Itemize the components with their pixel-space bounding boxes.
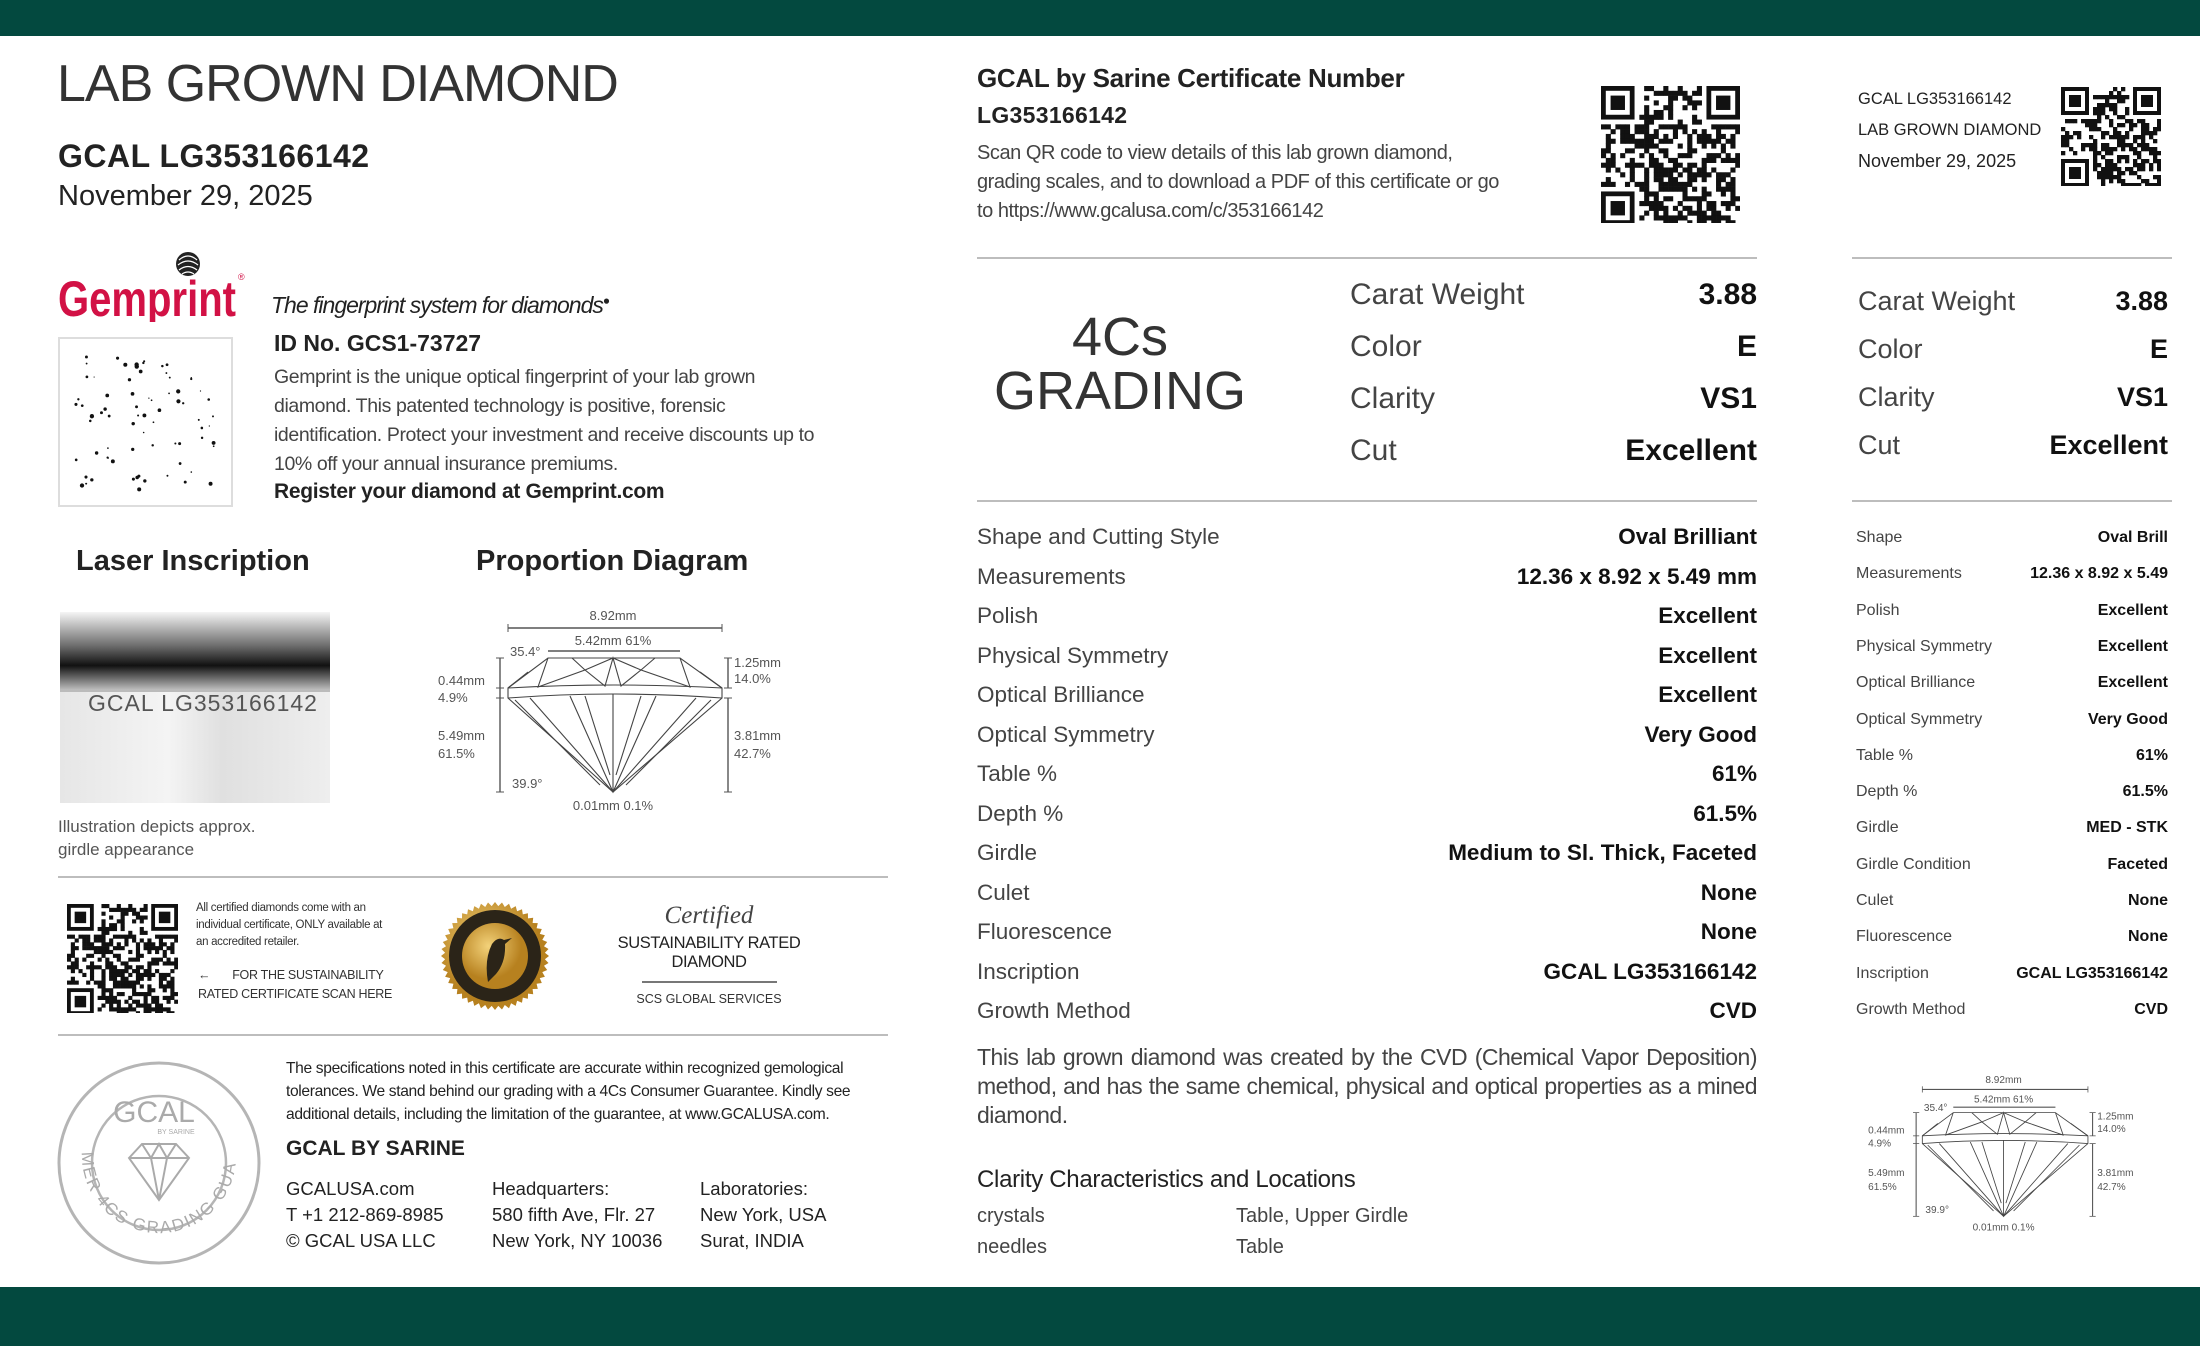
certificate-number: LG353166142: [977, 102, 1128, 128]
summary-grading-row: [1858, 286, 2168, 317]
grading-row-value: 3.88: [1698, 278, 1757, 311]
sustainability-qr-code[interactable]: [67, 904, 178, 1018]
detail-row-label: Measurements: [977, 563, 1126, 589]
svg-text:Gemprint: Gemprint: [58, 271, 237, 322]
diagram-label-depth-mm: 5.49mm: [438, 728, 485, 743]
gemprint-logo: [58, 250, 248, 322]
phone: T +1 212-869-8985: [286, 1204, 444, 1225]
diagram-label-girdle-mm: 0.44mm: [438, 673, 485, 688]
tagline-text: The fingerprint system for diamonds: [271, 292, 603, 318]
summary-detail-row: [1856, 965, 2168, 983]
diagram-label-depth-mm: 5.49mm: [1868, 1168, 1905, 1180]
detail-row-label: Girdle: [977, 840, 1038, 865]
gemprint-tagline: The fingerprint system for diamonds●: [271, 292, 610, 318]
detail-row-label: Optical Brilliance: [977, 682, 1145, 707]
summary-detail-row-label: Depth %: [1856, 783, 1918, 801]
diagram-label-crown-h-mm: 1.25mm: [2097, 1111, 2134, 1123]
sustainability-certification: [581, 902, 837, 1006]
detail-row-label: Fluorescence: [977, 919, 1113, 944]
summary-grading-row: [1858, 430, 2168, 461]
hq-address-1: 580 fifth Ave, Flr. 27: [492, 1204, 656, 1225]
detail-row-value: Excellent: [1658, 603, 1757, 628]
summary-date: November 29, 2025: [1858, 151, 2017, 171]
summary-detail-row-value: CVD: [2134, 1000, 2168, 1018]
website-link[interactable]: GCALUSA.com: [286, 1178, 415, 1199]
issuer-label: SCS GLOBAL SERVICES: [636, 992, 782, 1006]
summary-detail-row-value: GCAL LG353166142: [2016, 964, 2168, 982]
diagram-label-crown-h-mm: 1.25mm: [734, 655, 781, 670]
detail-row-value: CVD: [1709, 998, 1757, 1023]
summary-detail-row-label: Optical Brilliance: [1856, 674, 1976, 692]
grading-row-label: Color: [1350, 330, 1422, 363]
summary-type: LAB GROWN DIAMOND: [1858, 121, 2042, 139]
summary-grading-row-value: VS1: [2116, 382, 2168, 412]
grading-row: [1350, 382, 1757, 416]
summary-cert-id: GCAL LG353166142: [1858, 90, 2012, 108]
grading-row-value: VS1: [1700, 382, 1757, 415]
diagram-label-depth-pct: 61.5%: [1868, 1182, 1897, 1194]
sustainability-seal: [440, 900, 550, 1017]
detail-row-value: Very Good: [1644, 721, 1757, 747]
grading-row: [1350, 278, 1757, 312]
summary-detail-row-value: 61%: [2135, 746, 2168, 764]
clarity-row-value: Table: [1236, 1236, 1284, 1258]
divider: [58, 876, 888, 878]
company-name: GCAL BY SARINE: [286, 1137, 465, 1160]
inscription-text: GCAL LG353166142: [88, 690, 318, 716]
summary-detail-row-label: Culet: [1856, 892, 1894, 909]
summary-grading-row-label: Carat Weight: [1858, 286, 2016, 316]
summary-detail-row-label: Measurements: [1856, 565, 1962, 583]
clarity-heading: Clarity Characteristics and Locations: [977, 1166, 1356, 1193]
hq-label: Headquarters:: [492, 1178, 610, 1199]
detail-row: [977, 801, 1757, 827]
summary-detail-row: [1856, 674, 2168, 692]
divider: [977, 257, 1757, 259]
summary-detail-row-value: MED - STK: [2086, 819, 2168, 837]
diagram-label-depth-pct: 61.5%: [438, 746, 475, 761]
diagram-label-table: 5.42mm 61%: [1973, 1094, 2034, 1106]
certificate-id: GCAL LG353166142: [58, 138, 370, 174]
hq-address-2: New York, NY 10036: [492, 1230, 663, 1251]
summary-detail-row-label: Growth Method: [1856, 1000, 1966, 1018]
summary-detail-row: [1856, 711, 2168, 729]
bottom-band: [0, 1287, 2200, 1346]
gemprint-id: ID No. GCS1-73727: [274, 330, 482, 356]
summary-detail-row: [1856, 856, 2168, 874]
certificate-number-heading: GCAL by Sarine Certificate Number: [977, 63, 1405, 93]
summary-grading-row-value: 3.88: [2115, 286, 2168, 316]
grading-title: [990, 307, 1250, 421]
diagram-label-crown-h-pct: 14.0%: [734, 671, 771, 686]
diagram-label-girdle-pct: 4.9%: [1868, 1138, 1892, 1150]
summary-grading-row-label: Clarity: [1858, 382, 1935, 412]
detail-row: [977, 998, 1757, 1024]
summary-detail-row: [1856, 638, 2168, 656]
detail-row-value: Medium to Sl. Thick, Faceted: [1448, 840, 1757, 865]
sustainability-scan-text: [198, 966, 392, 1004]
summary-grading-row-value: E: [2149, 334, 2168, 364]
detail-row-value: 12.36 x 8.92 x 5.49 mm: [1516, 563, 1757, 589]
gemprint-description: Gemprint is the unique optical fingerprint of your lab grown diamond. This patented technology is positive, forensic identification. Protect your investment and receive discounts up to 10% off your annual insurance premiums.: [274, 366, 815, 475]
detail-row: [977, 722, 1757, 748]
top-band: [0, 0, 2200, 36]
summary-detail-row: [1856, 783, 2168, 801]
scan-line-1: FOR THE SUSTAINABILITY: [232, 968, 384, 982]
diagram-label-culet: 0.01mm 0.1%: [1972, 1222, 2035, 1234]
summary-detail-row-label: Inscription: [1856, 964, 1929, 982]
detail-row: [977, 524, 1757, 550]
summary-detail-row-value: 61.5%: [2122, 783, 2168, 801]
clarity-row-label: crystals: [977, 1205, 1045, 1227]
summary-detail-row-value: None: [2128, 892, 2168, 909]
proportion-diagram: [420, 590, 820, 825]
summary-detail-row: [1856, 565, 2168, 583]
arrow-left-icon: ←: [198, 968, 211, 982]
diagram-label-crown-h-pct: 14.0%: [2097, 1123, 2126, 1135]
summary-detail-row: [1856, 892, 2168, 910]
summary-proportion-diagram: [1854, 1060, 2164, 1243]
diagram-label-crown-angle: 35.4°: [1923, 1103, 1948, 1115]
detail-row-label: Growth Method: [977, 998, 1131, 1023]
gemprint-fingerprint-image: [58, 337, 233, 507]
document-title: LAB GROWN DIAMOND: [57, 55, 618, 113]
summary-detail-row: [1856, 602, 2168, 620]
detail-row-value: Oval Brilliant: [1618, 524, 1757, 549]
diagram-label-culet: 0.01mm 0.1%: [572, 798, 654, 813]
detail-row-value: Excellent: [1658, 682, 1757, 707]
gcal-guarantee-seal: [56, 1060, 262, 1271]
divider: [977, 500, 1757, 502]
detail-row: [977, 919, 1757, 945]
detail-row: [977, 959, 1757, 985]
svg-text:®: ®: [238, 272, 245, 282]
diagram-label-girdle-pct: 4.9%: [438, 690, 468, 705]
seal-ring-text: MER 4CS GRADING GUA: [77, 1151, 241, 1238]
certified-script: Certified: [664, 902, 754, 929]
sustainability-note: All certified diamonds come with an individual certificate, ONLY available at an accredited retailer.: [196, 902, 383, 948]
diagram-label-pav-d-pct: 42.7%: [734, 746, 771, 761]
grading-row: [1350, 330, 1757, 364]
summary-grading-row-label: Cut: [1858, 430, 1901, 460]
detail-row: [977, 643, 1757, 669]
diagram-label-total-width: 8.92mm: [1985, 1075, 2022, 1087]
grading-title-line2: GRADING: [993, 361, 1247, 421]
summary-detail-row-value: Oval Brill: [2097, 529, 2168, 546]
summary-detail-row: [1856, 819, 2168, 837]
detail-row-label: Table %: [977, 761, 1058, 786]
summary-detail-row-value: 12.36 x 8.92 x 5.49: [2030, 565, 2168, 583]
detail-row-label: Shape and Cutting Style: [977, 524, 1220, 549]
summary-detail-row: [1856, 928, 2168, 946]
diamond-outline: [1922, 1113, 2088, 1217]
headquarters-column: [492, 1176, 662, 1254]
clarity-row: [977, 1205, 1577, 1228]
detail-row-value: None: [1700, 919, 1757, 944]
contact-column: [286, 1176, 444, 1254]
summary-detail-row-label: Table %: [1856, 746, 1913, 764]
summary-qr-code[interactable]: [2061, 87, 2161, 191]
laser-inscription-heading: Laser Inscription: [76, 545, 310, 577]
scan-line-2: RATED CERTIFICATE SCAN HERE: [198, 987, 393, 1001]
clarity-row-label: needles: [977, 1236, 1048, 1258]
grading-row-value: E: [1736, 330, 1757, 363]
grading-row-value: Excellent: [1625, 434, 1757, 467]
summary-detail-row-label: Girdle: [1856, 819, 1899, 837]
proportion-diagram-heading: Proportion Diagram: [476, 545, 749, 577]
detail-row: [977, 840, 1757, 866]
lab-1: New York, USA: [700, 1204, 827, 1225]
detail-row: [977, 564, 1757, 590]
summary-detail-row-label: Girdle Condition: [1856, 855, 1971, 873]
detail-row-label: Polish: [977, 603, 1039, 628]
certificate-scan-text: Scan QR code to view details of this lab grown diamond, grading scales, and to download a PDF of this certificate or go to https://www.gcalusa.com/c/353166142: [977, 142, 1499, 222]
diagram-label-pav-d-pct: 42.7%: [2097, 1182, 2126, 1194]
summary-grading-row: [1858, 334, 2168, 365]
divider: [1852, 257, 2172, 259]
detail-row-value: Excellent: [1658, 642, 1757, 668]
diagram-label-pav-d-mm: 3.81mm: [734, 728, 781, 743]
lab-2: Surat, INDIA: [700, 1230, 804, 1251]
summary-grading-row-label: Color: [1858, 334, 1923, 364]
clarity-row-value: Table, Upper Girdle: [1236, 1205, 1409, 1227]
grading-row-label: Cut: [1350, 434, 1397, 467]
summary-detail-row-label: Optical Symmetry: [1856, 710, 1983, 728]
detail-row-label: Inscription: [977, 958, 1080, 984]
detail-row-label: Culet: [977, 879, 1030, 905]
summary-header: [1858, 84, 2041, 177]
detail-row-label: Depth %: [977, 800, 1064, 826]
growth-comment: This lab grown diamond was created by the CVD (Chemical Vapor Deposition) method, and has the same chemical, physical and optical properties as a mined diamond.: [977, 1044, 1757, 1128]
summary-detail-row-value: Very Good: [2087, 710, 2168, 728]
seal-brand: GCAL: [113, 1096, 195, 1129]
certificate-qr-code[interactable]: [1601, 86, 1740, 228]
detail-row-value: 61.5%: [1693, 800, 1757, 826]
summary-detail-row: [1856, 529, 2168, 547]
diagram-label-table: 5.42mm 61%: [574, 633, 652, 648]
diagram-label-pavilion-angle: 39.9°: [512, 776, 543, 791]
labs-label: Laboratories:: [700, 1178, 808, 1199]
clarity-row: [977, 1236, 1577, 1259]
summary-detail-row: [1856, 1001, 2168, 1019]
copyright: © GCAL USA LLC: [286, 1230, 436, 1251]
diamond-icon: [129, 1144, 189, 1200]
seal-sub: BY SARINE: [157, 1129, 195, 1136]
laboratories-column: [700, 1176, 826, 1254]
detail-row-label: Optical Symmetry: [977, 721, 1155, 747]
summary-detail-row-label: Polish: [1856, 601, 1900, 619]
summary-detail-row-label: Physical Symmetry: [1856, 637, 1993, 655]
summary-grading-row-value: Excellent: [2049, 430, 2168, 460]
laser-caption: Illustration depicts approx. girdle appearance: [58, 817, 256, 859]
detail-row: [977, 761, 1757, 787]
detail-row: [977, 880, 1757, 906]
grading-row: [1350, 434, 1757, 468]
summary-detail-row-label: Shape: [1856, 529, 1903, 546]
laser-inscription-image: [60, 612, 330, 803]
summary-detail-row-value: None: [2128, 928, 2168, 946]
diagram-label-pavilion-angle: 39.9°: [1925, 1205, 1949, 1217]
grading-title-line1: 4Cs: [1071, 307, 1169, 367]
grading-row-label: Carat Weight: [1350, 278, 1525, 311]
divider: [58, 1034, 888, 1036]
detail-row: [977, 682, 1757, 708]
detail-row-label: Physical Symmetry: [977, 642, 1169, 668]
diagram-label-girdle-mm: 0.44mm: [1868, 1125, 1905, 1137]
rated-diamond-label: SUSTAINABILITY RATED DIAMOND: [617, 934, 801, 971]
diagram-label-pav-d-mm: 3.81mm: [2097, 1168, 2134, 1180]
divider: [1852, 500, 2172, 502]
summary-grading-row: [1858, 382, 2168, 413]
diagram-label-crown-angle: 35.4°: [510, 644, 541, 659]
summary-detail-row-value: Faceted: [2107, 855, 2168, 873]
summary-detail-row: [1856, 747, 2168, 765]
gemprint-register-link[interactable]: Register your diamond at Gemprint.com: [274, 480, 665, 503]
grading-row-label: Clarity: [1350, 382, 1436, 415]
svg-text:CONSUMER 4CS GRADING GUARANTEE: [56, 1060, 240, 1237]
summary-detail-row-value: Excellent: [2097, 674, 2168, 692]
diagram-label-total-width: 8.92mm: [589, 608, 637, 623]
detail-row-value: GCAL LG353166142: [1543, 958, 1757, 984]
summary-detail-row-value: Excellent: [2097, 601, 2168, 619]
detail-row-value: None: [1700, 879, 1757, 905]
summary-detail-row-label: Fluorescence: [1856, 928, 1953, 946]
detail-row-value: 61%: [1711, 761, 1757, 786]
guarantee-text: The specifications noted in this certificate are accurate within recognized gemological tolerances. We stand behind our grading with a 4Cs Consumer Guarantee. Kindly see additional details, including the limitation of the guarantee, at www.GCALUSA.com.: [286, 1060, 851, 1123]
certificate-date: November 29, 2025: [58, 180, 313, 212]
diamond-outline: [508, 658, 722, 792]
summary-detail-row-value: Excellent: [2097, 637, 2168, 655]
detail-row: [977, 603, 1757, 629]
